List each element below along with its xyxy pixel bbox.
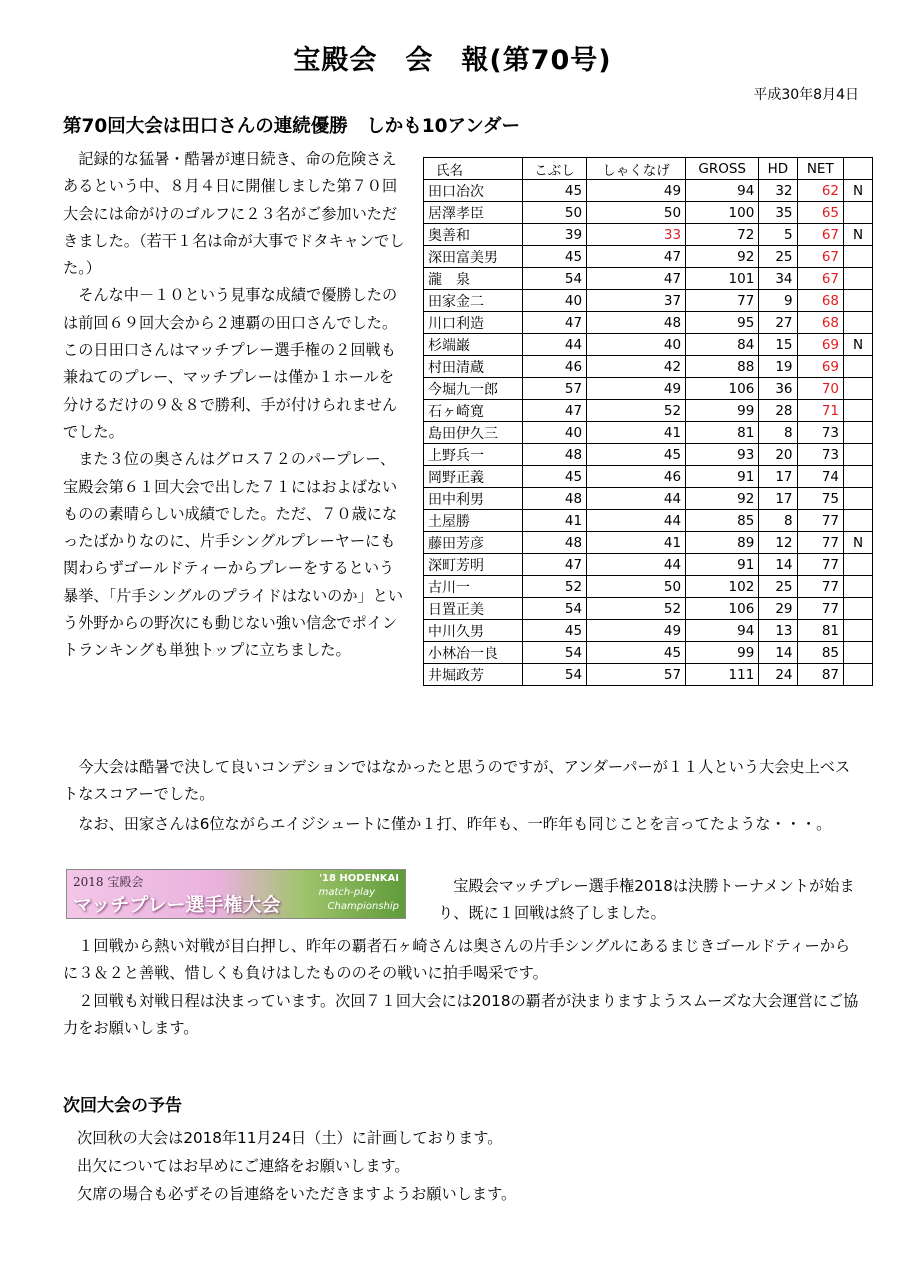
header-hd: HD [759,158,797,180]
banner-year: 2018 宝殿会 [73,875,144,889]
cell-net: 77 [797,554,843,576]
paragraph: 今大会は酷暑で決して良いコンデションではなかったと思うのですが、アンダーパーが１１人という大会史上ベストなスコアーでした。 [63,758,851,804]
cell-shakunage: 46 [587,466,686,488]
cell-shakunage: 47 [587,268,686,290]
cell-shakunage: 45 [587,642,686,664]
cell-shakunage: 49 [587,378,686,400]
article-left-column [63,146,408,665]
issue-date: 平成30年8月4日 [753,87,859,103]
cell-hd: 32 [759,180,797,202]
cell-shakunage: 41 [587,532,686,554]
table-row [424,224,873,246]
cell-hd: 34 [759,268,797,290]
cell-hd: 36 [759,378,797,400]
cell-hd: 27 [759,312,797,334]
header-mark [844,158,873,180]
cell-mark [844,510,873,532]
cell-kobushi: 46 [523,356,587,378]
cell-mark: N [844,180,873,202]
cell-name: 村田清蔵 [424,356,523,378]
notice-line: 欠席の場合も必ずその旨連絡をいただきますようお願いします。 [77,1185,517,1203]
cell-gross: 94 [686,180,759,202]
cell-gross: 91 [686,466,759,488]
table-row [424,532,873,554]
cell-shakunage: 49 [587,180,686,202]
table-row [424,268,873,290]
table-row [424,400,873,422]
cell-name: 岡野正義 [424,466,523,488]
cell-hd: 14 [759,642,797,664]
cell-gross: 102 [686,576,759,598]
cell-net: 65 [797,202,843,224]
cell-net: 87 [797,664,843,686]
cell-shakunage: 57 [587,664,686,686]
cell-net: 77 [797,576,843,598]
cell-net: 73 [797,422,843,444]
cell-kobushi: 45 [523,246,587,268]
table-row [424,576,873,598]
table-row [424,180,873,202]
paragraph: そんな中－１０という見事な成績で優勝したのは前回６９回大会から２連覇の田口さんでした。この日田口さんはマッチプレー選手権の２回戦も兼ねてのプレー、マッチプレーは僅か１ホールを分けるだけの９＆８で勝利、手が付けられませんでした。 [63,286,398,441]
notice-line: 出欠についてはお早めにご連絡をお願いします。 [77,1157,410,1175]
cell-kobushi: 45 [523,620,587,642]
cell-gross: 95 [686,312,759,334]
paragraph: 記録的な猛暑・酷暑が連日続き、命の危険さえあるという中、８月４日に開催しました第７０回大会には命がけのゴルフに２３名がご参加いただきました。（若干１名は命が大事でドタキャンでした。） [63,150,405,278]
banner-en-line2: match-play [318,887,375,898]
cell-mark [844,312,873,334]
cell-gross: 99 [686,400,759,422]
table-row [424,202,873,224]
cell-net: 81 [797,620,843,642]
header-kobushi: こぶし [523,158,587,180]
paragraph: １回戦から熱い対戦が目白押し、昨年の覇者石ヶ崎さんは奥さんの片手シングルにあるまじきゴールドティーからに３＆２と善戦、惜しくも負けはしたもののその戦いに拍手喝采です。 [63,937,851,983]
cell-shakunage: 52 [587,400,686,422]
cell-kobushi: 57 [523,378,587,400]
cell-name: 島田伊久三 [424,422,523,444]
results-table [423,157,873,686]
header-shakunage: しゃくなげ [587,158,686,180]
header-name: 氏名 [424,158,523,180]
cell-kobushi: 48 [523,444,587,466]
cell-mark [844,576,873,598]
cell-net: 67 [797,246,843,268]
notice-line: 次回秋の大会は2018年11月24日（土）に計画しております。 [77,1129,503,1147]
cell-shakunage: 47 [587,246,686,268]
cell-kobushi: 40 [523,422,587,444]
cell-name: 杉端巌 [424,334,523,356]
cell-hd: 15 [759,334,797,356]
cell-shakunage: 33 [587,224,686,246]
cell-hd: 8 [759,510,797,532]
cell-net: 77 [797,532,843,554]
cell-hd: 29 [759,598,797,620]
cell-kobushi: 48 [523,488,587,510]
cell-shakunage: 40 [587,334,686,356]
cell-mark: N [844,334,873,356]
table-row [424,312,873,334]
cell-shakunage: 48 [587,312,686,334]
cell-hd: 5 [759,224,797,246]
table-row [424,378,873,400]
article-summary [63,754,863,838]
cell-shakunage: 44 [587,510,686,532]
cell-gross: 84 [686,334,759,356]
cell-shakunage: 37 [587,290,686,312]
banner-title: マッチプレー選手権大会 [73,894,281,916]
cell-gross: 91 [686,554,759,576]
table-row [424,554,873,576]
cell-hd: 20 [759,444,797,466]
cell-net: 67 [797,224,843,246]
cell-gross: 93 [686,444,759,466]
cell-net: 68 [797,312,843,334]
cell-gross: 100 [686,202,759,224]
cell-mark [844,664,873,686]
cell-hd: 17 [759,488,797,510]
cell-hd: 8 [759,422,797,444]
cell-shakunage: 52 [587,598,686,620]
paragraph: なお、田家さんは6位ながらエイジシュートに僅か１打、昨年も、一昨年も同じことを言ってたような・・・。 [78,814,832,833]
header-gross: GROSS [686,158,759,180]
match-intro [438,873,863,928]
cell-gross: 101 [686,268,759,290]
banner-en-line1: '18 HODENKAI [318,873,399,884]
cell-name: 川口利造 [424,312,523,334]
cell-shakunage: 42 [587,356,686,378]
cell-kobushi: 40 [523,290,587,312]
table-row [424,334,873,356]
cell-hd: 25 [759,246,797,268]
cell-kobushi: 41 [523,510,587,532]
cell-mark [844,290,873,312]
cell-mark [844,466,873,488]
cell-hd: 24 [759,664,797,686]
paragraph: また３位の奥さんはグロス７２のパープレー、宝殿会第６１回大会で出した７１にはおよばないものの素晴らしい成績でした。ただ、７０歳になったばかりなのに、片手シングルプレーヤーにも関わらずゴールドティーからプレーをするという暴挙、「片手シングルのプライドはないのか」という外野からの野次にも動じない強い信念でポイントランキングも単独トップに立ちました。 [63,450,404,660]
table-row [424,598,873,620]
table-row [424,620,873,642]
cell-shakunage: 41 [587,422,686,444]
table-row [424,444,873,466]
cell-mark [844,246,873,268]
table-row [424,422,873,444]
table-row [424,246,873,268]
cell-net: 67 [797,268,843,290]
cell-name: 日置正美 [424,598,523,620]
cell-mark [844,422,873,444]
cell-mark [844,202,873,224]
cell-net: 85 [797,642,843,664]
cell-kobushi: 54 [523,268,587,290]
cell-kobushi: 52 [523,576,587,598]
cell-net: 69 [797,334,843,356]
table-header-row [424,158,873,180]
cell-name: 上野兵一 [424,444,523,466]
cell-hd: 35 [759,202,797,224]
cell-hd: 9 [759,290,797,312]
paragraph: ２回戦も対戦日程は決まっています。次回７１回大会には2018の覇者が決まりますようスムーズな大会運営にご協力をお願いします。 [63,991,859,1037]
cell-kobushi: 54 [523,642,587,664]
cell-mark [844,598,873,620]
cell-kobushi: 44 [523,334,587,356]
table-row [424,290,873,312]
match-report [63,933,863,1042]
cell-net: 75 [797,488,843,510]
cell-gross: 92 [686,488,759,510]
cell-net: 62 [797,180,843,202]
cell-gross: 106 [686,598,759,620]
cell-name: 今堀九一郎 [424,378,523,400]
cell-kobushi: 50 [523,202,587,224]
cell-gross: 88 [686,356,759,378]
cell-mark: N [844,224,873,246]
cell-shakunage: 45 [587,444,686,466]
page-title: 宝殿会 会 報(第70号) [293,45,612,76]
cell-net: 71 [797,400,843,422]
cell-hd: 12 [759,532,797,554]
cell-kobushi: 47 [523,554,587,576]
cell-gross: 72 [686,224,759,246]
table-row [424,664,873,686]
next-event-heading: 次回大会の予告 [63,1096,182,1116]
cell-name: 田中利男 [424,488,523,510]
cell-hd: 13 [759,620,797,642]
cell-net: 77 [797,510,843,532]
cell-gross: 89 [686,532,759,554]
cell-mark [844,378,873,400]
table-row [424,356,873,378]
cell-shakunage: 49 [587,620,686,642]
results-body [424,180,873,686]
cell-net: 69 [797,356,843,378]
cell-name: 田口冶次 [424,180,523,202]
cell-gross: 106 [686,378,759,400]
cell-gross: 111 [686,664,759,686]
cell-net: 68 [797,290,843,312]
cell-kobushi: 45 [523,180,587,202]
cell-kobushi: 54 [523,664,587,686]
cell-net: 73 [797,444,843,466]
cell-gross: 99 [686,642,759,664]
cell-hd: 14 [759,554,797,576]
cell-mark [844,268,873,290]
cell-mark [844,356,873,378]
cell-gross: 81 [686,422,759,444]
cell-name: 深町芳明 [424,554,523,576]
table-row [424,642,873,664]
cell-name: 奥善和 [424,224,523,246]
cell-net: 70 [797,378,843,400]
table-row [424,488,873,510]
cell-name: 田家金二 [424,290,523,312]
cell-name: 瀧 泉 [424,268,523,290]
cell-hd: 19 [759,356,797,378]
header-net: NET [797,158,843,180]
cell-kobushi: 45 [523,466,587,488]
cell-mark: N [844,532,873,554]
cell-name: 中川久男 [424,620,523,642]
cell-shakunage: 50 [587,576,686,598]
paragraph: 宝殿会マッチプレー選手権2018は決勝トーナメントが始まり、既に１回戦は終了しました。 [438,877,855,923]
cell-name: 小林冶一良 [424,642,523,664]
cell-name: 古川一 [424,576,523,598]
cell-mark [844,620,873,642]
cell-name: 深田富美男 [424,246,523,268]
cell-name: 土屋勝 [424,510,523,532]
cell-name: 居澤孝臣 [424,202,523,224]
cell-shakunage: 44 [587,554,686,576]
cell-name: 井堀政芳 [424,664,523,686]
cell-gross: 77 [686,290,759,312]
cell-mark [844,488,873,510]
cell-name: 石ヶ崎寛 [424,400,523,422]
cell-hd: 28 [759,400,797,422]
cell-gross: 92 [686,246,759,268]
cell-kobushi: 47 [523,312,587,334]
cell-shakunage: 44 [587,488,686,510]
cell-hd: 17 [759,466,797,488]
cell-net: 77 [797,598,843,620]
banner-en-line3: Championship [327,901,399,912]
cell-kobushi: 47 [523,400,587,422]
next-event-notice [77,1124,516,1208]
cell-shakunage: 50 [587,202,686,224]
headline: 第70回大会は田口さんの連続優勝 しかも10アンダー [63,116,521,137]
cell-mark [844,642,873,664]
cell-mark [844,444,873,466]
cell-kobushi: 54 [523,598,587,620]
cell-net: 74 [797,466,843,488]
cell-name: 藤田芳彦 [424,532,523,554]
match-play-banner [66,869,406,919]
table-row [424,466,873,488]
cell-kobushi: 39 [523,224,587,246]
cell-gross: 94 [686,620,759,642]
cell-mark [844,400,873,422]
cell-gross: 85 [686,510,759,532]
table-row [424,510,873,532]
cell-hd: 25 [759,576,797,598]
cell-kobushi: 48 [523,532,587,554]
cell-mark [844,554,873,576]
